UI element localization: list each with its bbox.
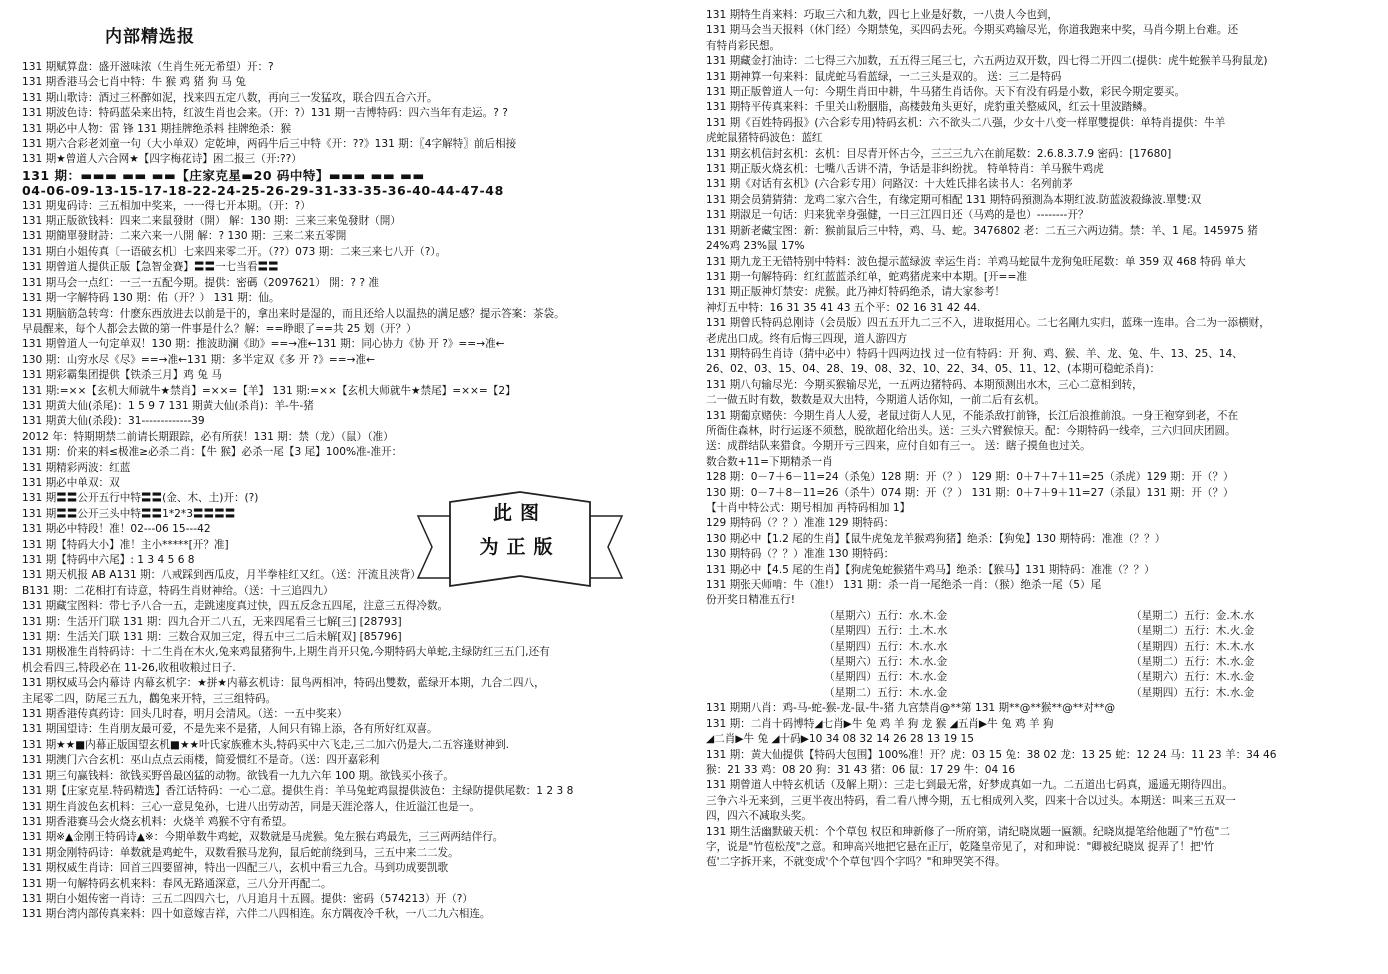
text-line: 有特肖彩民想。 bbox=[706, 39, 781, 52]
wuxing-cell: （星期四）五行：木.水.金 bbox=[824, 671, 948, 684]
text-line: 131 期必中特段！准！02---06 15---42 bbox=[22, 523, 211, 536]
text-line: 131 期正版欲钱料：四来二来鼠發財（開） 解：130 期：三来三来兔發財（開） bbox=[22, 215, 401, 228]
text-line: 131 期权威马会内幕诗 内幕玄机字：★拼★内幕玄机诗：鼠鸟两相冲，特码出雙数，藍绿开本期，九合二四八， bbox=[22, 677, 545, 690]
text-line: 131 期香港马会七肖中特：牛 猴 鸡 猪 狗 马 兔 bbox=[22, 76, 246, 89]
text-line: 131 期曾道人中特玄机话（及解上期）：三走七到最无常，好梦成真如一九。二五道出七码真，遥遥无期待四出。 bbox=[706, 779, 1233, 792]
wuxing-cell: （星期六）五行：木.水.金 bbox=[1131, 671, 1255, 684]
text-line: 131 期国望诗：生肖朋友最可爱，不是先来不是猪，人间只有锦上添，各有所好红双喜。 bbox=[22, 723, 438, 736]
wuxing-cell: （星期二）五行：木.水.金 bbox=[1131, 656, 1255, 669]
text-line: 131 期马会当天报料（休门经）今期禁兔，买四码去死。今期买鸡输尽光，你道我跑来中奖，马肖今期上台难。还 bbox=[706, 24, 1239, 37]
text-line: 130 期特码（？？）准准 130 期特码： bbox=[706, 548, 895, 561]
text-line: 131 期张天师啃：牛（准!） 131 期：杀一肖一尾绝杀一肖：（猴）绝杀一尾（5）尾 bbox=[706, 579, 1102, 592]
text-line: 131 期必中单双：双 bbox=[22, 476, 120, 489]
text-line: 131 期彩霸集团提供【铁杀三月】鸡 兔 马 bbox=[22, 369, 222, 382]
text-line: 131 期期八肖：鸡-马-蛇-猴-龙-鼠-牛-猪 九宫禁肖@**第 131 期**@**猴**@**对**@ bbox=[706, 702, 1116, 715]
text-line: 24%鸡 23%鼠 17% bbox=[706, 240, 805, 253]
text-line: 131 期黄大仙(杀段)：31-------------39 bbox=[22, 415, 205, 428]
text-line: 131 期：黄大仙提供【特码大包围】100%准！开？虎：03 15 兔：38 02 龙：13 25 蛇：12 24 马：11 23 羊：34 46 bbox=[706, 748, 1277, 761]
text-line: 131 期六合彩老刘童一句（大小单双）定乾坤，两码牛后三中特《开：??》131 期：〖4字解特〗前后相接 bbox=[22, 138, 517, 151]
text-line: 131 期山歌诗：酒过三杯醉如泥，找来四五定八数，再向三一发猛攻，联合四五合六开。 bbox=[22, 91, 438, 104]
text-line: 131 期三句赢钱料：欲钱买野兽最凶猛的动物。欲钱看一九九六年 100 期。欲钱买小孩子。 bbox=[22, 769, 454, 782]
text-line: 131 期※▲金刚王特码诗▲※：今期单数牛鸡蛇，双数就是马虎猴。兔左猴右鸡最先，三三两两结伴行。 bbox=[22, 831, 504, 844]
wuxing-cell: （星期四）五行：木.木.水 bbox=[1131, 640, 1255, 653]
wuxing-cell: （星期六）五行：木.水.金 bbox=[824, 656, 948, 669]
text-line: 131 期〓〓公开五行中特〓〓(金、木、土)开：(?) bbox=[22, 492, 259, 505]
authentic-stamp bbox=[410, 488, 630, 594]
text-line: 128 期：0－7＋6－11=24（杀兔）128 期：开（？） 129 期：0＋7＋7＋11=25（杀虎）129 期：开（？） bbox=[706, 471, 1234, 484]
text-line: 份开奖日精准五行! bbox=[706, 594, 795, 607]
text-line: 130 期：0－7＋8－11=26（杀牛）074 期：开（？） 131 期：0＋7＋9＋11=27（杀鼠）131 期：开（？） bbox=[706, 486, 1234, 499]
text-line: 131 期曾道人提供正版【急智金賽】〓〓一七当看〓〓 bbox=[22, 261, 279, 274]
text-line: 131 期新老藏宝图：新：猴前鼠后三中特，鸡、马、蛇。3476802 老：二五三六两边猜。禁：羊、1 尾。145975 猪 bbox=[706, 224, 1258, 237]
text-line: 131 期〓〓公开三头中特〓〓1*2*3〓〓〓〓 bbox=[22, 507, 236, 520]
wuxing-cell: （星期四）五行：木.水.金 bbox=[1131, 686, 1255, 699]
text-line: 131 期黄大仙(杀尾)：1 5 9 7 131 期黄大仙(杀肖)：羊-牛-猪 bbox=[22, 399, 314, 412]
text-line: 主尾零二四，防尾三五九，鸛兔来开特，三三组特码。 bbox=[22, 692, 277, 705]
text-line: 130 期：山穷水尽《尽》==→准←131 期：多半定双《多 开 ?》==→准← bbox=[22, 353, 376, 366]
text-line: 131 期《百姓特码报》(六合彩专用)特码玄机：六不欲头二八强，少女十八变一样單雙提供：单特肖提供：牛羊 bbox=[706, 116, 1226, 129]
text-line: 131 期香港赛马会火烧玄机料：火烧羊 鸡猴不守有希望。 bbox=[22, 815, 293, 828]
text-line: 送：成群结队来猎食。今期开亏三四来，应付自如有三一。 送：瞎子摸鱼也过关。 bbox=[706, 440, 1091, 453]
text-line: 131 期淑足一句话：归来犹幸身强健，一日三江四日还（马鸡的是也）--------开？ bbox=[706, 209, 1089, 222]
text-line: 131 期会员猜猜猜：龙鸡二家六合生，有缘定期可相配 131 期特码預測為本期红波.防蓝波殺綠波.單雙:双 bbox=[706, 193, 1202, 206]
text-line: 131 期一句解特码：红红蓝蓝杀红单，蛇鸡猪虎来中本期。[开==准 bbox=[706, 270, 1027, 283]
text-line: 131 期精彩两波：红蓝 bbox=[22, 461, 131, 474]
text-line: 老虎出口成。终有后悔三四现，道人游四方 bbox=[706, 332, 908, 345]
text-line: 131 期金刚特码诗：单数就是鸡蛇牛，双数看猴马龙狗，鼠后蛇前绕到马，三五中来二二发。 bbox=[22, 846, 459, 859]
page-title: 内部精选报 bbox=[105, 27, 195, 47]
text-line: 四，四六不减取头奖。 bbox=[706, 810, 812, 823]
text-line: 猴：21 33 鸡：08 20 狗：31 43 猪：06 鼠：17 29 牛：04 16 bbox=[706, 763, 1016, 776]
text-line: 机会看四三,特段必在 11-26,收租收粮过日子. bbox=[22, 661, 236, 674]
text-line: 131 期特平传真来料：千里关山粉胭脂，高楼鼓角头更好，虎豹重关整威风，红云十里波踏鳞。 bbox=[706, 101, 1154, 114]
text-line: 131 期赋算盘：盛开滋味浓（生肖生死无希望）开：? bbox=[22, 61, 274, 73]
text-line: 苞'二字拆开来，不就变成'个个草包'四个字吗？"和珅哭笑不得。 bbox=[706, 856, 1006, 869]
right-column bbox=[706, 8, 1378, 966]
text-line: 131 期权威生肖诗：回首三四要留神，特出一四配三八，玄机中看三九合。马到功成要凯歌 bbox=[22, 862, 449, 875]
stamp-line-2: 为正版 bbox=[479, 536, 561, 558]
text-line: 131 期台湾内部传真来料：四十如意嫁吉祥，六伴二八四相连。东方隅夜冷千秋，一八二九六相连。 bbox=[22, 908, 491, 921]
wuxing-cell: （星期二）五行：金.木.水 bbox=[1131, 609, 1255, 622]
text-line: 131 期曾氏特码总刚诗（会员版）四五五开九二三不入，进取挺用心。二七名剛九实归，蓝珠一连串。合二为一添横财， bbox=[706, 317, 1270, 330]
wuxing-cell: （星期四）五行：木.水.水 bbox=[824, 640, 948, 653]
text-line: 131 期澳门六合玄机：巫山点点云雨楼，简爱惯红不是奇。（送：四开嘉彩利 bbox=[22, 754, 380, 767]
text-line: 131 期白小姐传真〔一语破玄机〕七来四来零二开。（??）073 期：二来三来七八开（?）。 bbox=[22, 245, 447, 258]
text-line: 131 期九龙王无错特别中特料：波色提示蓝绿波 幸运生肖：羊鸡马蛇鼠牛龙狗兔旺尾数：单 359 双 468 特码 单大 bbox=[706, 255, 1246, 268]
text-line: 虎蛇鼠猪特码波色：蓝红 bbox=[706, 132, 823, 145]
text-line: 131 期：生活开门联 131 期：四九合开二八五，无来四尾看三七解[三] [28793] bbox=[22, 615, 402, 628]
text-line: 131 期曾道人一句定单双！130 期：推波助澜《助》==→准←131 期：同心协力《协 开 ?》==→准← bbox=[22, 338, 505, 351]
text-line: 131 期【庄家克星.特码精选】香江话特码：一心二意。提供生肖：羊马兔蛇鸡鼠提供波色：主绿防提供尾数：1 2 3 8 bbox=[22, 785, 574, 798]
text-line: 131 期【特码中六尾】: 1 3 4 5 6 8 bbox=[22, 554, 195, 566]
text-line: 数合数+11=下期精杀一肖 bbox=[706, 455, 833, 468]
text-line: 131 期一字解特码 130 期：佑（开？） 131 期：仙。 bbox=[22, 292, 280, 305]
text-line: 神灯五中特：16 31 35 41 43 五个平：02 16 31 42 44. bbox=[706, 301, 981, 314]
text-line: 二一做五时有数，数数是双大出特，今期道人话你知，一前二后有玄机。 bbox=[706, 394, 1045, 407]
text-line: 早晨醒来，每个人都会去做的第一件事是什么？解：==睁眼了==共 25 划（开？） bbox=[22, 322, 417, 335]
stamp-line-1: 此图 bbox=[492, 502, 547, 524]
text-line: 131 期八句输尽光：今期买猴输尽光，一五两边猪特码、本期预测出水木，三心二意相到转， bbox=[706, 378, 1143, 391]
text-line: 131 期正版神灯禁安：虎猴。此乃神灯特码绝杀，请大家参考！ bbox=[706, 286, 1006, 299]
text-line: B131 期：二花相打有诗意，特码生肖财神给。（送：十三追四九） bbox=[22, 584, 334, 597]
text-line: 131 期：▬▬▬ ▬▬ ▬▬【庄家克星▬20 码中特】▬▬▬ ▬▬ ▬▬ bbox=[22, 167, 425, 183]
text-line: ◢二肖▶牛 兔 ◢十码▶10 34 08 32 14 26 28 13 19 15 bbox=[706, 733, 974, 746]
text-line: 131 期特码生肖诗（猜中必中）特码十四两边找 过一位有特码：开 狗、鸡、猴、羊、龙、兔、牛、13、25、14、 bbox=[706, 347, 1243, 360]
text-line: 131 期神算一句来料：鼠虎蛇马看蓝绿，一二三头是双的。 送：三二是特码 bbox=[706, 70, 1062, 83]
text-line: 26、02、03、15、04、28、19、08、32、10、22、34、05、11、12、(本期可稳蛇杀肖)： bbox=[706, 363, 1161, 376]
wuxing-cell: （星期二）五行：木.水.金 bbox=[824, 686, 948, 699]
text-line: 131 期正版曾道人一句：今期生肖田中耕，牛马猪生肖话你。天下有没有码是小数，彩民今期定要买。 bbox=[706, 86, 1186, 99]
text-line: 129 期特码（？？）准准 129 期特码： bbox=[706, 517, 895, 530]
wuxing-table bbox=[706, 609, 1378, 701]
text-line: 【十肖中特公式：期号相加 再特码相加 1】 bbox=[706, 502, 911, 514]
text-line: 131 期：生活关门联 131 期：三数合双加三定，得五中三二后未解[双] [85796] bbox=[22, 631, 402, 644]
text-line: 131 期《对话有玄机》(六合彩专用）问路汉：十大姓氏排名读书人：名列前茅 bbox=[706, 178, 1073, 191]
text-line: 131 期必中【4.5 尾的生肖】【狗虎兔蛇猴猪牛鸡马】绝杀：【猴马】131 期特码：准准（？？） bbox=[706, 563, 1155, 576]
text-line: 131 期波色诗：特码蓝朵来出特，红波生肖也会来。（开：?）131 期一吉博特码：四六当年有走运。? ? bbox=[22, 107, 508, 120]
text-line: 131 期藏宝图料：带七予八合一五，走跳速度真过快，四五反念五四尾，注意三五得冷数。 bbox=[22, 600, 449, 613]
text-line: 131 期【特码大小】准！主小*****[开？准] bbox=[22, 538, 229, 551]
text-line: 131 期玄机信封玄机：玄机：目尽青开怀古今，三三三九六在前尾数：2.6.8.3.7.9 密码：[17680] bbox=[706, 147, 1172, 160]
text-line: 131 期一句解特码玄机来料：春风无路通深意，三八分开再配二。 bbox=[22, 877, 332, 890]
text-line: 131 期：二肖十码博特◢七肖▶牛 兔 鸡 羊 狗 龙 猴 ◢五肖▶牛 兔 鸡 羊 狗 bbox=[706, 717, 1054, 730]
text-line: 131 期特生肖来料：巧取三六和九数，四七上业是好数，一八贵人今也到， bbox=[706, 9, 1058, 21]
text-line: 131 期极准生肖特码诗：十二生肖在木火,兔来鸡鼠猪狗牛,上期生肖开只兔,今期特码大单蛇,主绿防红三五门,还有 bbox=[22, 646, 550, 659]
text-line: 131 期簡單發財詩：二来六来一八開 解：? 130 期：三来二来五零開 bbox=[22, 230, 347, 243]
text-line: 字，说是"竹苞松茂"之意。和珅高兴地把它悬在正厅，乾隆皇帝见了，对和珅说："卿被纪晓岚 捉弄了！把'竹 bbox=[706, 840, 1215, 853]
text-line: 所衙住森林，时行运逐不须愁，脱欲超化给出头。送：三头六臂猴惊天。配：今期特码一线牵，三六归回庆团圆。 bbox=[706, 424, 1236, 437]
text-line: 131 期★★■内幕正版国望玄机■★★叶氏家族雅木头,特码买中六飞走,三二加六仍是大,二五容逢财神到. bbox=[22, 738, 510, 751]
text-line: 131 期葡京赌侠：今期生肖人人爱，老鼠过街人人见，不能杀敌打前锋，长江后浪推前浪。一身王袍穿到老，不在 bbox=[706, 409, 1239, 422]
text-line: 131 期藏金打油诗：二七得三六加数，五五得三尾三七，六五两边双开数，四七得二开四二(提供：虎牛蛇猴羊马狗鼠龙) bbox=[706, 55, 1268, 68]
text-line: 131 期正版火烧玄机：七嘴八舌讲不清，争话是非纠纷扰。 特单特肖：羊马猴牛鸡虎 bbox=[706, 163, 1104, 176]
text-line: 131 期白小姐传密一肖诗：三五二四四六七，八月追月十五圆。提供：密码（574213）开（?） bbox=[22, 892, 474, 905]
text-line: 131 期马会一点红：一三一五配今期。提供：密碼（2097621） 開：? ? 准 bbox=[22, 276, 379, 289]
text-line: 04-06-09-13-15-17-18-22-24-25-26-29-31-33-35-36-40-44-47-48 bbox=[22, 183, 504, 199]
text-line: 131 期脑筋急转弯：什麽东西放进去以前是干的，拿出来时是湿的，而且还给人以温热的满足感？提示答案：茶袋。 bbox=[22, 307, 565, 320]
text-line: 131 期天机报 AB A131 期：八戒踩到西瓜皮，月半拳桂红又红。（送：汗流且浃背） bbox=[22, 569, 421, 582]
text-line: 131 期香港传真药诗：回头几时春，明月会清风。（送：一五中奖来） bbox=[22, 708, 348, 721]
text-line: 131 期必中人物：雷 锋 131 期挂牌绝杀料 挂牌绝杀：猴 bbox=[22, 122, 292, 135]
wuxing-cell: （星期四）五行：土.木.水 bbox=[824, 625, 948, 638]
text-line: 131 期生活幽默破天机：个个草包 权臣和珅新修了一所府第，请纪晓岚题一匾额。纪晓岚提笔给他题了"竹苞"二 bbox=[706, 825, 1231, 838]
wuxing-cell: （星期六）五行：水.木.金 bbox=[824, 609, 948, 622]
text-line: 三争六斗无来到，三更半夜出特码，看二看八博今期，五七相成列入奖，四来十合以过头。本期送：叫来三五双一 bbox=[706, 794, 1236, 807]
text-line: 131 期生肖波色玄机料：三心一意見兔孙，七进八出劳动苦，同是天涯沦落人，住近溢江也是一。 bbox=[22, 800, 480, 813]
text-line: 131 期:=××【玄机大师就牛★禁肖】=××=【羊】 131 期:=××【玄机大师就牛★禁尾】=××=【2】 bbox=[22, 384, 516, 397]
text-line: 131 期鬼码诗：三五相加中奖来，一一得七开本期。（开：?） bbox=[22, 199, 311, 212]
text-line: 130 期必中【1.2 尾的生肖】【鼠牛虎兔龙羊猴鸡狗猪】绝杀：【狗兔】130 期特码：准准（？？） bbox=[706, 532, 1166, 545]
text-line: 2012 年：特期期禁二前请长期跟踪，必有所获！131 期：禁（龙）（鼠）（准） bbox=[22, 430, 394, 443]
wuxing-cell: （星期二）五行：木.火.金 bbox=[1131, 625, 1255, 638]
text-line: 131 期★曾道人六合网★【四字梅花诗】困二报三（开:??） bbox=[22, 153, 302, 166]
text-line: 131 期：价来的料≤极准≥必杀二肖：【牛 猴】必杀一尾【3 尾】100%准-准开： bbox=[22, 446, 403, 459]
